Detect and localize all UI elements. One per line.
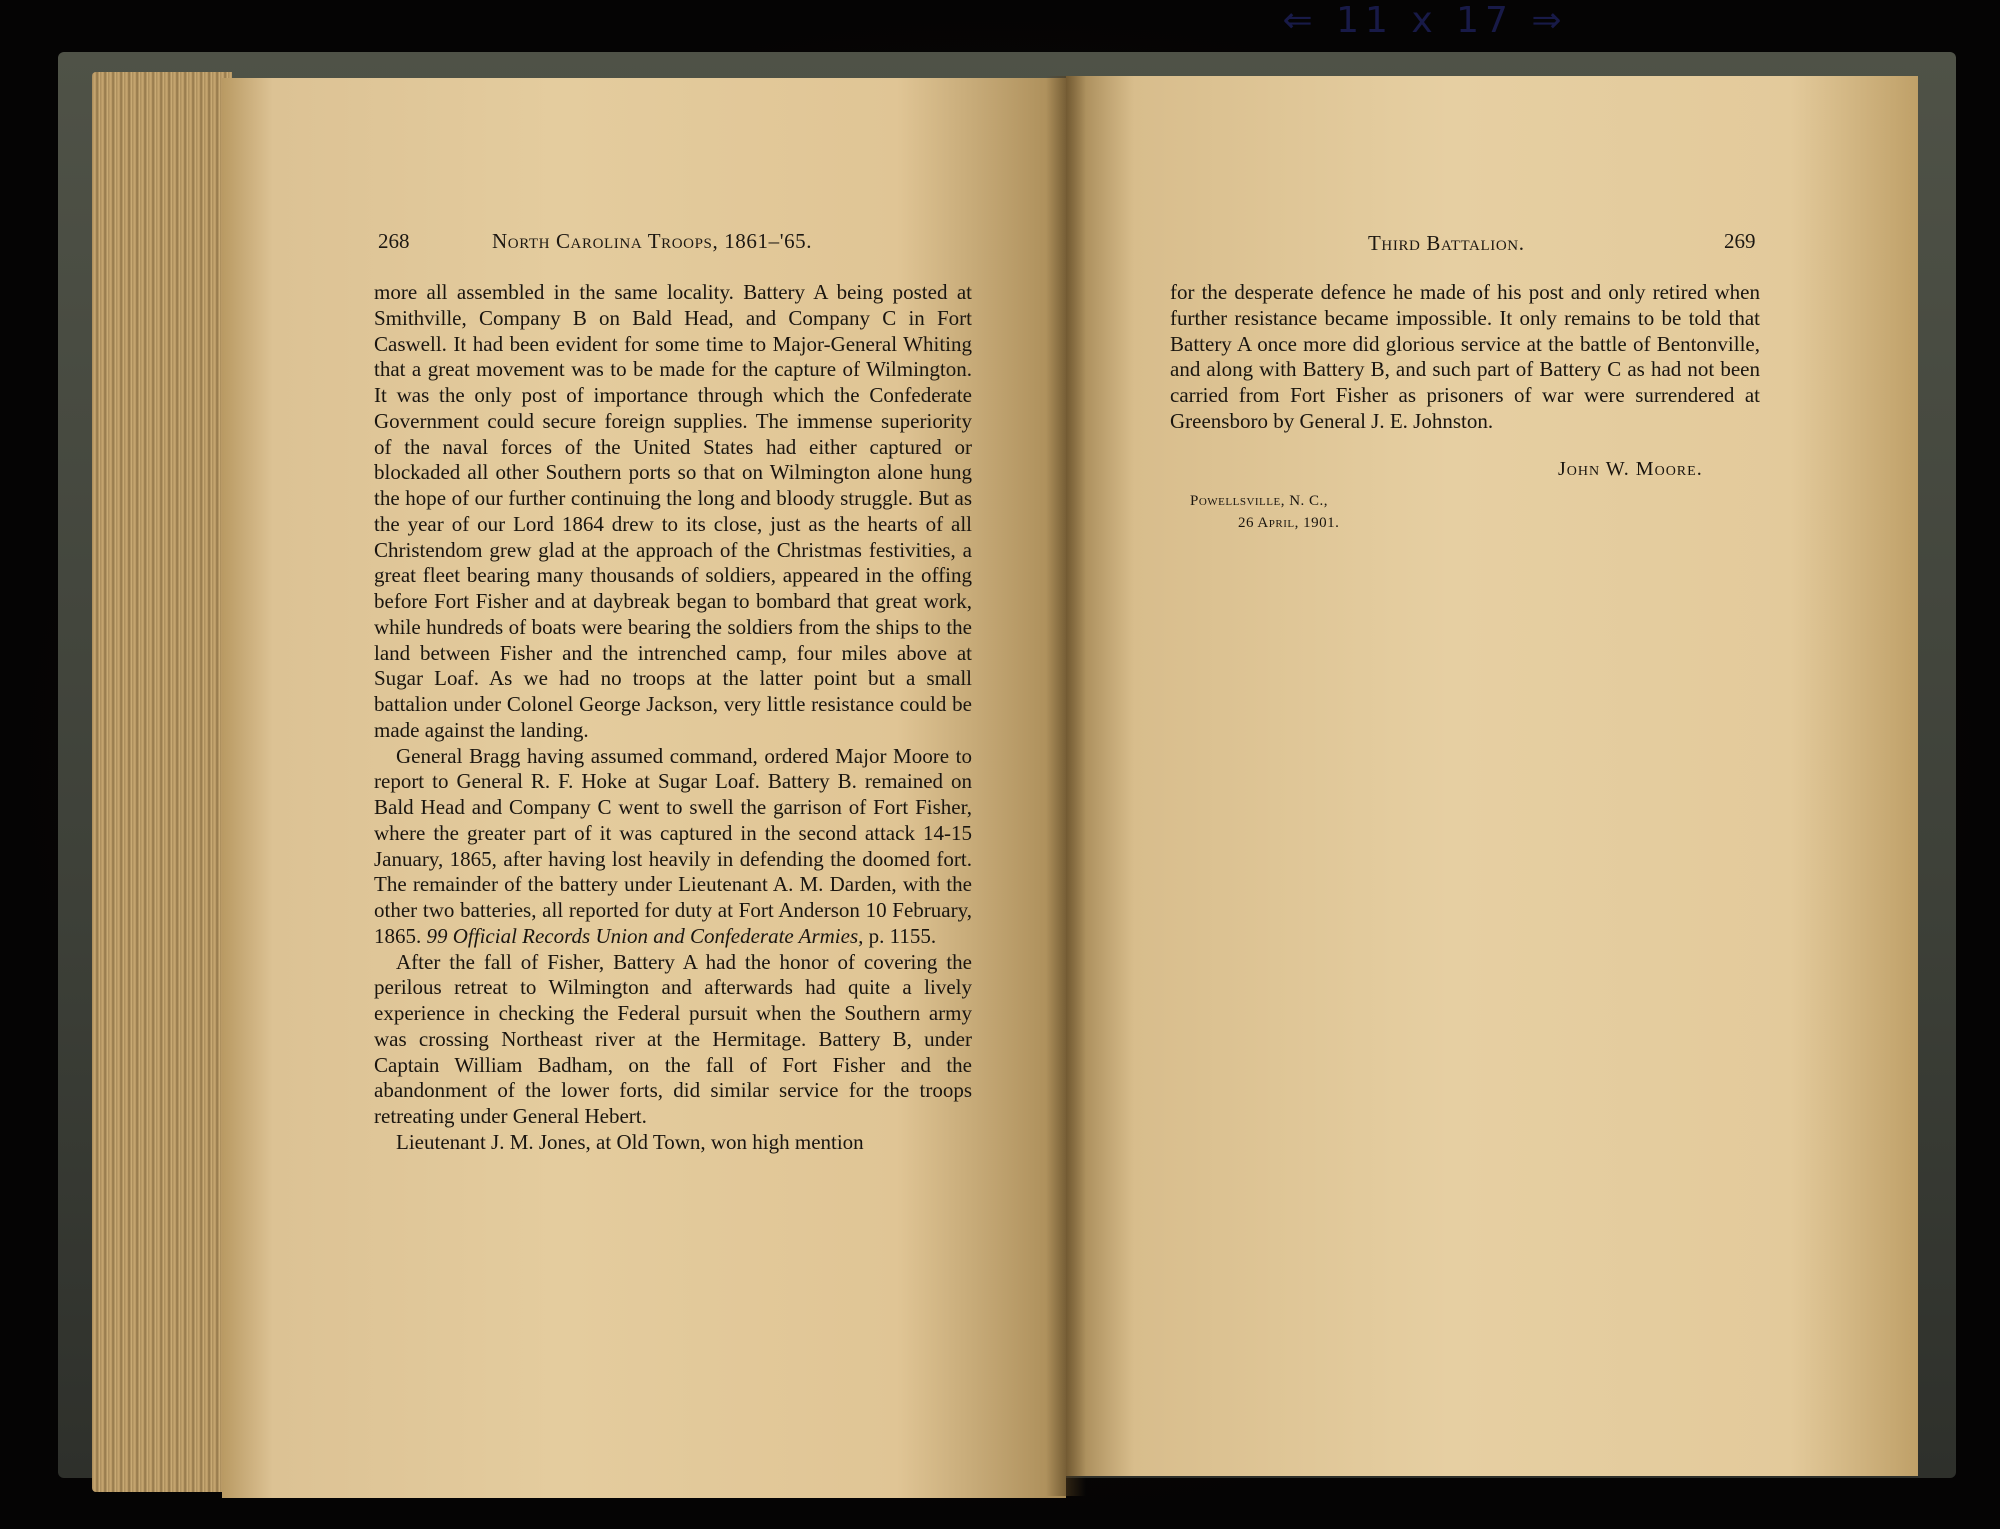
author-signature: John W. Moore.	[1558, 458, 1703, 480]
paragraph	[374, 744, 972, 950]
dateline	[1190, 490, 1339, 534]
book-gutter	[1046, 76, 1086, 1496]
right-page-number: 269	[1724, 229, 1756, 253]
dateline-place: Powellsville, N. C.,	[1190, 493, 1329, 509]
page-stack-edges	[92, 72, 232, 1492]
paragraph-text: General Bragg having assumed command, ordered Major Moore to report to General R. F. Hoke at Sugar Loaf. Battery B. remained on Bald Head and Company C went to swell the garrison of Fort Fisher, where the greater part of it was captured in the second attack 14-15 January, 1865, after having lost heavily in defending the doomed fort. The remainder of the battery under Lieutenant A. M. Darden, with the other two batteries, all reported for duty at Fort Anderson 10 February, 1865.	[374, 743, 972, 948]
right-running-head: Third Battalion.	[1368, 231, 1525, 255]
paragraph: more all assembled in the same locality. Battery A being posted at Smithville, Company B on Bald Head, and Company C in Fort Caswell. It had been evident for some time to Major-General Whiting that a great movement was to be made for the capture of Wilmington. It was the only post of importance through which the Confederate Government could secure foreign supplies. The immense superiority of the naval forces of the United States had either captured or blockaded all other Southern ports so that on Wilmington alone hung the hope of our further continuing the long and bloody struggle. But as the year of our Lord 1864 drew to its close, just as the hearts of all Christendom grew glad at the approach of the Christmas festivities, a great fleet bearing many thousands of soldiers, appeared in the offing before Fort Fisher and at daybreak began to bombard that great work, while hundreds of boats were bearing the soldiers from the ships to the land between Fisher and the intrenched camp, four miles above at Sugar Loaf. As we had no troops at the latter point but a small battalion under Colonel George Jackson, very little resistance could be made against the landing.	[374, 280, 972, 742]
left-running-head: North Carolina Troops, 1861–'65.	[492, 229, 813, 253]
left-page-body	[374, 280, 972, 1156]
left-page-number: 268	[378, 229, 410, 253]
paragraph: After the fall of Fisher, Battery A had the honor of covering the perilous retreat to Wilmington and afterwards had quite a lively experience in checking the Federal pursuit when the Southern army was crossing Northeast river at the Hermitage. Battery B, under Captain William Badham, on the fall of Fort Fisher and the abandonment of the lower forts, did similar service for the troops retreating under General Hebert.	[374, 949, 972, 1128]
size-label: ⇐ 11 x 17 ⇒	[1282, 0, 1568, 41]
citation-title: 99 Official Records Union and Confederate Armies,	[426, 923, 864, 948]
paragraph: Lieutenant J. M. Jones, at Old Town, won high mention	[396, 1129, 864, 1154]
paragraph: for the desperate defence he made of his post and only retired when further resistance became impossible. It only remains to be told that Battery A once more did glorious service at the battle of Bentonville, and along with Battery B, and such part of Battery C as had not been carried from Fort Fisher as prisoners of war were surrendered at Greensboro by General J. E. Johnston.	[1170, 280, 1760, 433]
right-page-body	[1170, 280, 1760, 435]
citation-page: p. 1155.	[868, 923, 937, 948]
dateline-date: 26 April, 1901.	[1238, 515, 1340, 531]
